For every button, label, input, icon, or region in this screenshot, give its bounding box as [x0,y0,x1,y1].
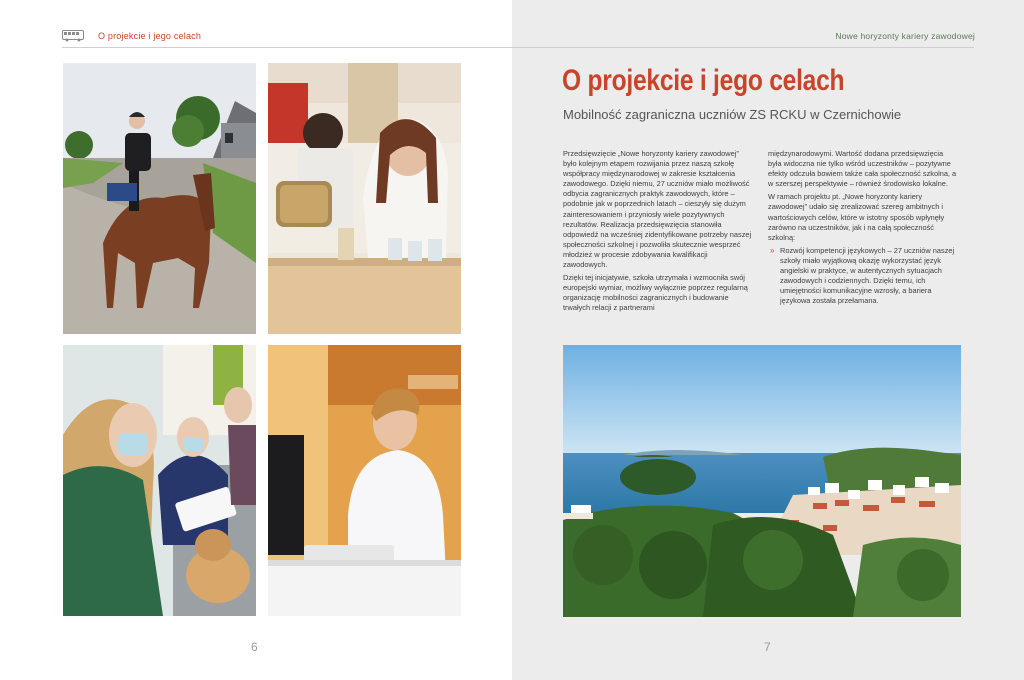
bus-icon [62,30,84,42]
page-title: O projekcie i jego celach [562,64,845,97]
header-divider [512,47,974,48]
page-number: 7 [764,640,771,654]
photo-horse-riding [63,63,256,334]
page-subtitle: Mobilność zagraniczna uczniów ZS RCKU w Czernichowie [563,107,902,122]
text-column-2 [768,149,958,306]
header-divider [62,47,512,48]
header-publication-title: Nowe horyzonty kariery zawodowej [835,31,975,41]
photo-veterinary-students [63,345,256,616]
right-page [512,0,1024,680]
header-section-label: O projekcie i jego celach [98,31,202,41]
paragraph: międzynarodowymi. Wartość dodana przedsięwzięcia była widoczna nie tylko wśród uczestników – pozytywne efekty odczuła bowiem także cała społeczność szkolna, a w szerszej perspektywie – również środowisko lokalne. [768,149,957,189]
photo-kitchen-student [268,63,461,334]
list-item-text: Rozwój kompetencji językowych – 27 uczniów naszej szkoły miało wyjątkową okazję wykorzystać język angielski w praktyce, w autentycznych sytuacjach zawodowych i codziennych. Dzięki temu, ich umiejętności komunikacyjne wzrosły, a bariera językowa została przełamana. [780,245,955,306]
bullet-marker: » [770,245,775,255]
photo-coastal-town [563,345,961,617]
text-column-1 [563,149,753,314]
paragraph: W ramach projektu pt. „Nowe horyzonty kariery zawodowej” udało się zrealizować szereg ambitnych i wartościowych celów, które w istotny sposób wpłynęły zarówno na uczestników, jak i na całą społeczność szkolną: [768,192,945,242]
list-item [768,246,958,307]
paragraph: Przedsięwzięcie „Nowe horyzonty kariery zawodowej” było kolejnym etapem rozwijania przez naszą szkołę współpracy międzynarodowej w zakresie kształcenia zawodowego. Dzięki niemu, 27 uczniów miało możliwość odbycia zagranicznych praktyk zawodowych, które – podobnie jak w poprzednich latach – cieszyły się dużym zainteresowaniem i przyniosły wiele pozytywnych rezultatów. Realizacja przedsięwzięcia stanowiła odpowiedź na wcześniej zidentyfikowane potrzeby naszej społeczności szkolnej i pozwoliła skutecznie wesprzeć młodzież w procesie zdobywania kwalifikacji zawodowych. [563,149,752,270]
page-number: 6 [251,640,258,654]
photo-reception-desk [268,345,461,616]
paragraph: Dzięki tej inicjatywie, szkoła utrzymała i wzmocniła swój europejski wymiar, możliwy wyłącznie poprzez regularną organizację mobilności zagranicznych i budowanie trwałych relacji z partnerami [563,273,748,313]
